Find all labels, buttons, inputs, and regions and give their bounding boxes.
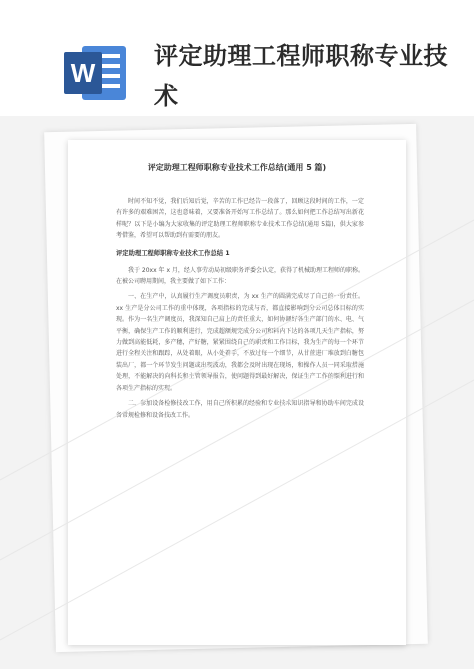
svg-text:W: W [70, 58, 96, 88]
word-icon [62, 42, 130, 104]
intro-paragraph: 时间不知不觉，我们后知后觉，辛苦的工作已经告一段落了，回顾这段时间的工作，一定有许多的艰难困苦，这也意味着，又要准备开始写工作总结了。那么如何把工作总结写出新花样呢？以下是小编为大家收集的评定助理工程师职称专业技术工作总结(通用 5篇)，供大家参考借鉴，希望可以帮助到有需要的朋友。 [116, 198, 364, 240]
paragraph-2: 一、在生产中，认真履行生产调度员职责，为 xx 生产的圆满完成尽了自己的一份责任。xx 生产是分公司工作的重中体现，各项指标的完成与否，都直接影响到分公司总体目标的实现。作为一名生产调度员，我深知自己肩上的责任重大，如何协调好各生产部门的水、电、气平衡，确保生产工作的顺利进行，完成超额规完成分公司和料内下达的各项几天生产指标，努力做到高能低耗，多产穗，产好糖，紧紧围绕自己的职责和工作目标，我为生产的每一个环节进行全程关注和跟踪，从处着眼，从小处着手，不放过每一个细节，从甘蔗进厂堆放到白糖包装出厂，都一个环节发生问题或出现波动，我都会及时出现在现场，和操作人员一同采取措施处理，不能解决的向科长和主管领导报告，使问题得到最好解决，保证生产工作的顺利进行和各项生产指标的实现。 [116, 293, 364, 392]
title-line-1: 评定助理工程师职称专业技术 [154, 41, 448, 110]
header-banner [0, 0, 474, 110]
document-page [68, 140, 406, 645]
document-title: 评定助理工程师职称专业技术工作总结(通用 5 篇) [147, 163, 327, 172]
paragraph-1: 我于 20xx 年 x 月，经人事劳动局初级职务评委会认定，获得了机械助理工程师的职称。在被公司聘用期间，我主要做了如下工作： [116, 266, 364, 286]
section-heading: 评定助理工程师职称专业技术工作总结 1 [116, 249, 230, 257]
document-body [116, 196, 364, 425]
paragraph-3: 二、参加设备检修技改工作，用自己所积累的经验和专业技术知识指导和协助车间完成设备常规检修和设备技改工作。 [116, 400, 364, 419]
